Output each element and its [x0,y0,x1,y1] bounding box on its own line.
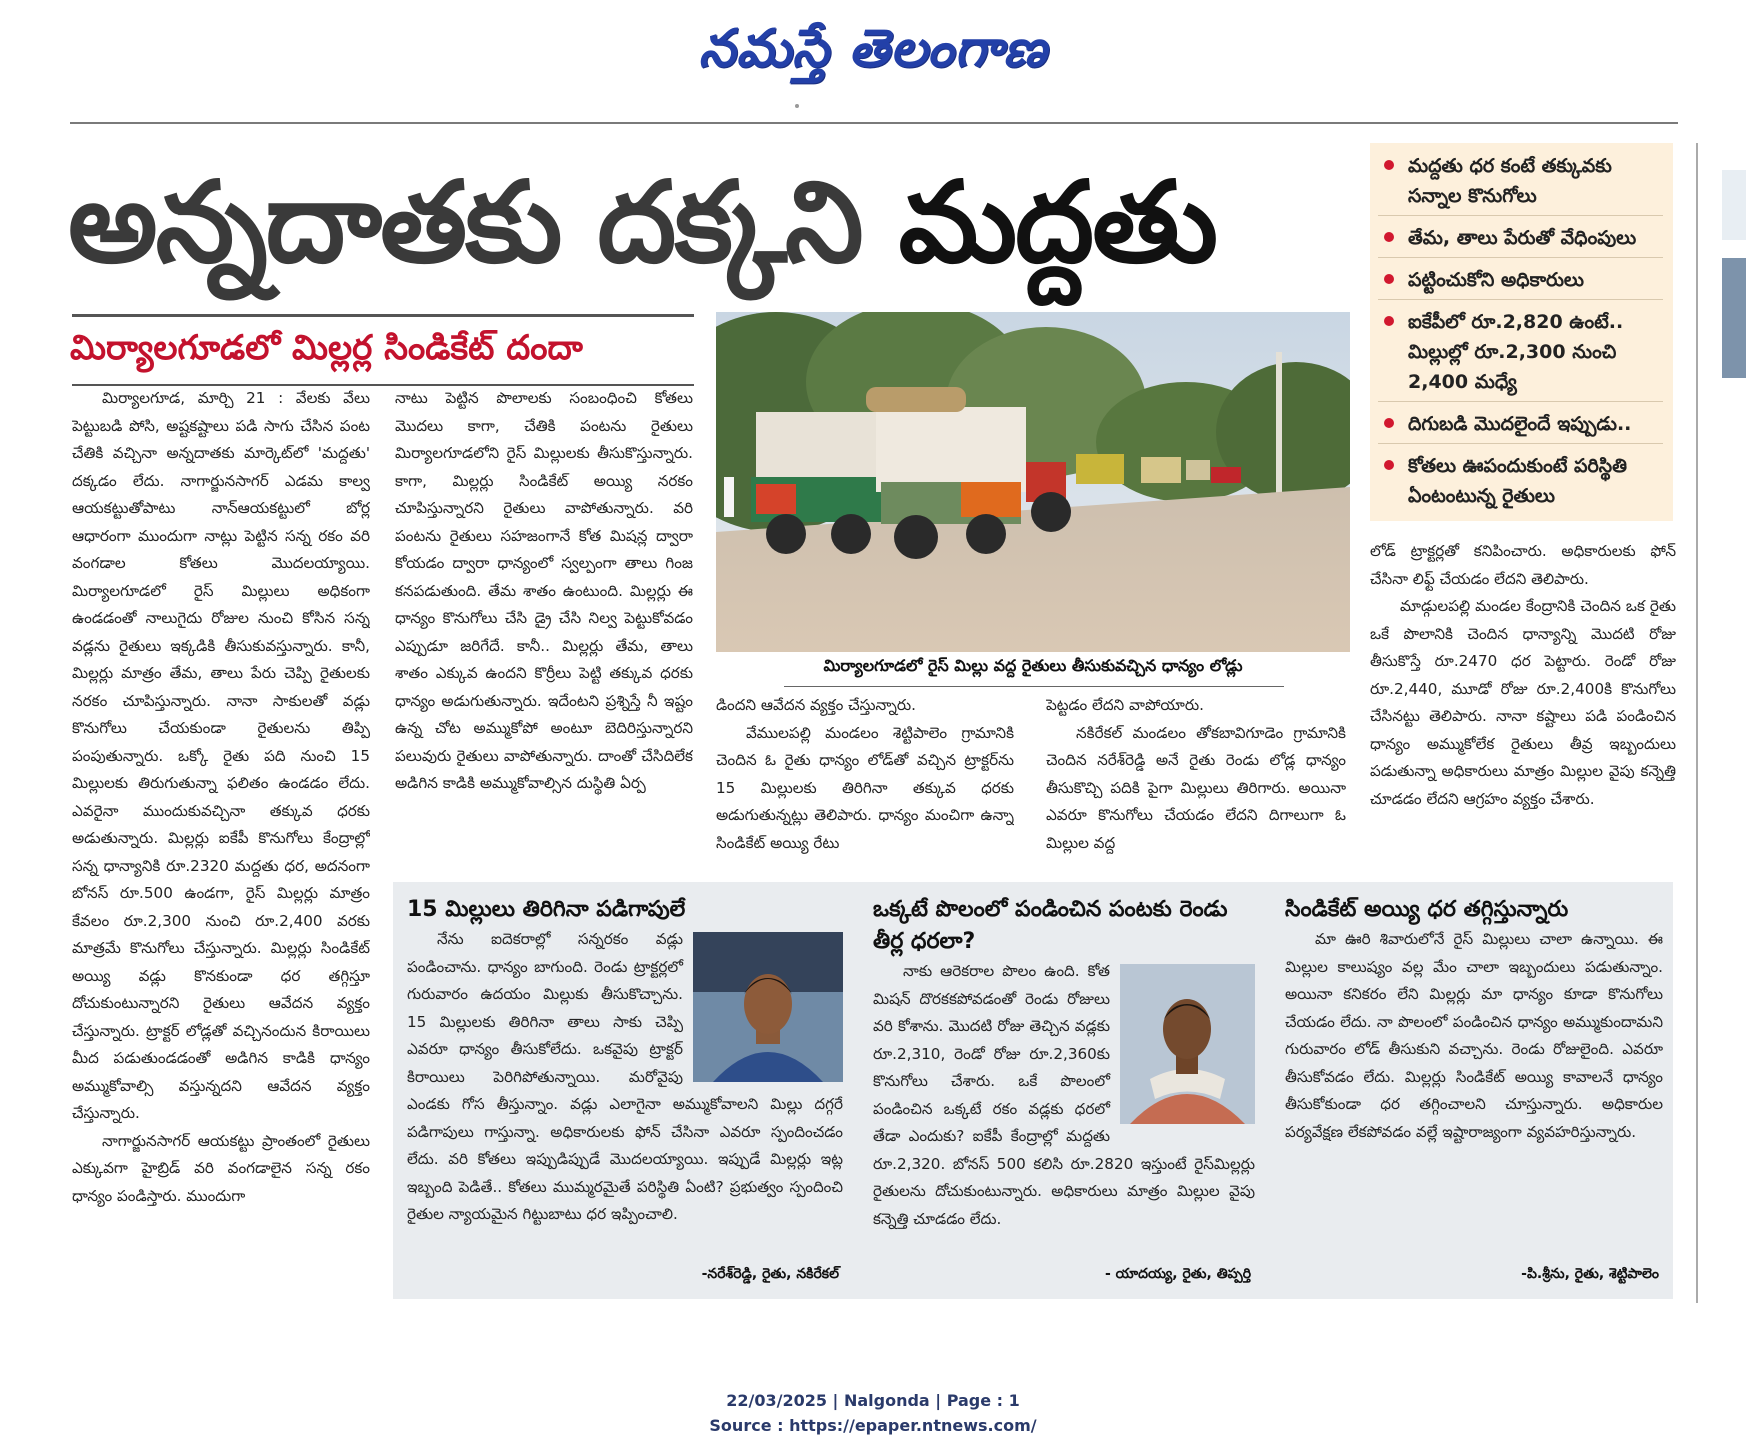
interview-body [859,958,1265,1233]
interview-title: 15 మిల్లులు తిరిగినా పడిగాపులే [407,897,686,922]
highlight-item [1378,265,1663,300]
highlight-text: దిగుబడి మొదలైందే ఇప్పుడు.. [1408,413,1632,435]
highlights-box [1370,143,1673,521]
bullet-icon [1384,460,1394,470]
divider-dot [795,104,799,108]
masthead [0,0,1746,100]
highlight-text: ఐకేపీలో రూ.2,820 ఉంటే.. మిల్లుల్లో రూ.2,300 నుంచి 2,400 మధ్యే [1408,311,1624,393]
farmer-interviews-strip [393,882,1673,1299]
highlight-text: తేమ, తాలు పేరుతో వేధింపులు [1408,227,1637,249]
highlights-list [1370,143,1673,515]
bullet-icon [1384,418,1394,428]
bullet-icon [1384,232,1394,242]
interview-title: సిండికేట్ అయ్యి ధర తగ్గిస్తున్నారు [1285,897,1569,922]
newspaper-logo: నమస్తే తెలంగాణ [698,18,1048,79]
caption-divider [784,686,1284,687]
paragraph: నాగార్జునసాగర్ ఆయకట్టు ప్రాంతంలో రైతులు ఎక్కువగా హైబ్రిడ్ వరి వంగడాలైన సన్న రకం ధాన్యం పండిస్తారు. ముందుగా [72,1131,370,1205]
article-column-1 [72,385,370,1285]
portrait-illustration [1120,964,1255,1124]
interview-text: నాకు ఆరెకరాల పొలం ఉంది. కోత మిషన్ దొరకకపోవడంతో రెండు రోజులు వరి కోశాను. మొదటి రోజు తెచ్చిన వడ్లకు రూ.2,310, రెండో రోజు రూ.2,360కు కొనుగోలు చేశారు. ఒకే పొలంలో పండించిన ఒక్కటే రకం వడ్లకు ధరలో తేడా ఎందుకు? ఐకేపీ కేంద్రాల్లో మద్దతు రూ.2,320. బోనస్ 500 కలిసి రూ.2820 ఇస్తుంటే రైస్‌మిల్లర్లు రైతులను దోచుకుంటున్నారు. అధికారులు మాత్రం మిల్లుల వైపు కన్నెత్తి చూడడం లేదు. [873,962,1255,1228]
paragraph: నాటు పెట్టిన పొలాలకు సంబంధించి కోతలు మొదలు కాగా, చేతికి పంటను రైతులు మిర్యాలగూడలోని రైస్ మిల్లులకు తీసుకొస్తున్నారు. కాగా, మిల్లర్లు సిండికేట్ అయ్యి నరకం చూపిస్తున్నారని రైతులు వాపోతున్నారు. వరి పంటను రైతులు సహజంగానే కోత మిషన్ల ద్వారా కోయడం ద్వారా ధాన్యంలో స్వల్పంగా తాలు గింజ కనపడుతుంది. తేమ శాతం ఉంటుంది. మిల్లర్లు ఈ ధాన్యం కొనుగోలు చేసి డ్రై చేసి నిల్వ పెట్టుకోవడం ఎప్పుడూ జరిగేదే. కానీ.. మిల్లర్లు తేమ, తాలు శాతం ఎక్కువ ఉందని కొర్రీలు పెట్టి తక్కువ ధరకు ధాన్యం అడుగుతున్నారు. ఇదేంటని ప్రశ్నిస్తే నీ ఇష్టం ఉన్న చోట అమ్ముకోపో అంటూ బెదిరిస్తున్నారని పలువురు రైతులు వాపోతున్నారు. దాంతో చేసిదిలేక అడిగిన కాడికి అమ్ముకోవాల్సిన దుస్థితి ఏర్ప [395,389,693,792]
highlight-text: మద్దతు ధర కంటే తక్కువకు సన్నాల కొనుగోలు [1408,155,1612,207]
interview-text: మా ఊరి శివారులోనే రైస్ మిల్లులు చాలా ఉన్నాయి. ఈ మిల్లుల కాలుష్యం వల్ల మేం చాలా ఇబ్బందులు పడుతున్నాం. అయినా కనికరం లేని మిల్లర్లు మా ధాన్యం కూడా కొనుగోలు చేయడం లేదు. నా పొలంలో పండించిన ధాన్యం అమ్ముకుందామని గురువారం లోడ్ తీసుకుని వచ్చాను. రెండు రోజులైంది. ఎవరూ తీసుకోవడం లేదు. మిల్లర్లు సిండికేట్ అయ్యి కావాలనే ధాన్యం తీసుకోకుండా ధర తగ్గించాలని చూస్తున్నారు. అధికారుల పర్యవేక్షణ లేకపోవడం వల్లే ఇష్టారాజ్యంగా వ్యవహరిస్తున్నారు. [1285,930,1663,1141]
paragraph: మాడ్గులపల్లి మండల కేంద్రానికి చెందిన ఒక రైతు ఒకే పొలానికి చెందిన ధాన్యాన్ని మొదటి రోజు తీసుకొస్తే రూ.2470 ధర పెట్టారు. రెండో రోజు రూ.2,440, మూడో రోజు రూ.2,400కి కొనుగోలు చేసినట్టు తెలిపారు. నానా కష్టాలు పడి పండించిన ధాన్యం అమ్ముకోలేక రైతులు తీవ్ర ఇబ్బందులు పడుతున్నా అధికారులు మాత్రం మిల్లుల వైపు కన్నెత్తి చూడడం లేదని ఆగ్రహం వ్యక్తం చేశారు. [1370,597,1676,808]
footer-source: Source : https://epaper.ntnews.com/ [709,1416,1037,1435]
cropped-photo-fragment [1722,258,1746,378]
paragraph: వేములపల్లి మండలం శెట్టిపాలెం గ్రామానికి చెందిన ఓ రైతు ధాన్యం లోడ్‌తో వచ్చిన ట్రాక్టర్‌ను 15 మిల్లులకు తిరిగినా తక్కువ ధరకు అడుగుతున్నట్లు తెలిపారు. ధాన్యం మంచిగా ఉన్నా సిండికేట్ అయ్యి రేటు [716,723,1014,852]
interview-title: ఒక్కటే పొలంలో పండించిన పంటకు రెండు తీర్ల ధరలా? [873,897,1228,954]
highlight-item [1378,451,1663,515]
headline [68,148,1358,308]
photo-caption: మిర్యాలగూడలో రైస్ మిల్లు వద్ద రైతులు తీసుకువచ్చిన ధాన్యం లోడ్లు [823,656,1243,675]
footer-date-edition: 22/03/2025 | Nalgonda | Page : 1 [726,1391,1020,1410]
farmer-portrait-2 [1120,964,1255,1124]
farmer-portrait-1 [693,932,843,1082]
interview-card-2 [859,882,1265,1299]
article-column-2 [395,385,693,865]
paragraph: లోడ్ ట్రాక్టర్లతో కనిపించారు. అధికారులకు ఫోన్ చేసినా లిఫ్ట్ చేయడం లేదని తెలిపారు. [1370,542,1676,588]
highlight-text: పట్టించుకోని అధికారులు [1408,269,1584,291]
highlight-item [1378,151,1663,216]
interview-body [393,926,853,1229]
paragraph: డిందని ఆవేదన వ్యక్తం చేస్తున్నారు. [716,696,916,714]
cropped-photo-fragment [1722,170,1746,240]
highlight-item [1378,409,1663,444]
headline-divider [72,314,694,317]
paragraph: పెట్టడం లేదని వాపోయారు. [1046,696,1204,714]
right-column-divider [1696,143,1698,1303]
headline-part1: అన్నదాతకు దక్కని [68,158,899,288]
paragraph: మిర్యాలగూడ, మార్చి 21 : వేలకు వేలు పెట్టుబడి పోసి, అష్టకష్టాలు పడి సాగు చేసిన పంట చేతికి వచ్చినా అన్నదాతకు మార్కెట్‌లో 'మద్దతు' దక్కడం లేదు. నాగార్జునసాగర్ ఎడమ కాల్వ ఆయకట్టుతోపాటు నాన్‌ఆయకట్టులో బోర్ల ఆధారంగా ముందుగా నాట్లు పెట్టిన సన్న రకం వరి వంగడాల కోతలు మొదలయ్యాయి. మిర్యాలగూడలో రైస్ మిల్లులు అధికంగా ఉండడంతో నాలుగైదు రోజుల నుంచి కోసిన సన్న వడ్లను రైతులు ఇక్కడికి తీసుకువస్తున్నారు. కానీ, మిల్లర్లు మాత్రం తేమ, తాలు పేరు చెప్పి రైతులకు నరకం చూపిస్తున్నారు. నానా సాకులతో వడ్లు కొనుగోలు చేయకుండా రైతులను తిప్పి పంపుతున్నారు. ఒక్కో రైతు పది నుంచి 15 మిల్లులకు తిరుగుతున్నా ఫలితం ఉండడం లేదు. ఎవరైనా ముందుకువచ్చినా తక్కువ ధరకు అడుతున్నారు. మిల్లర్లు ఐకేపీ కొనుగోలు కేంద్రాల్లో సన్న ధాన్యానికి రూ.2320 మద్దతు ధర, అదనంగా బోనస్ రూ.500 ఉండగా, రైస్ మిల్లర్లు మాత్రం కేవలం రూ.2,300 నుంచి రూ.2,400 వరకు మాత్రమే కొనుగోలు చేస్తున్నారు. మిల్లర్లు సిండికేట్ అయ్యి వడ్లు కొనకుండా ధర తగ్గిస్తూ దోచుకుంటున్నారని రైతులు ఆవేదన వ్యక్తం చేస్తున్నారు. ట్రాక్టర్ లోడ్లతో వచ్చినందున కిరాయిలు మీద పడుతుండడంతో అడిగిన కాడికి ధాన్యం అమ్ముకోవాల్సి వస్తున్నదని ఆవేదన వ్యక్తం చేస్తున్నారు. [72,389,370,1122]
news-photo-trucks [716,312,1350,652]
highlight-item [1378,223,1663,258]
interview-card-1 [393,882,853,1299]
interview-signature: - యాదయ్య, రైతు, తిప్పర్తి [1104,1266,1251,1282]
highlight-text: కోతలు ఊపందుకుంటే పరిస్థితి ఏంటంటున్న రైతులు [1408,455,1627,507]
portrait-illustration [693,932,843,1082]
highlight-item [1378,307,1663,402]
top-divider [70,122,1678,124]
article-column-5 [1370,538,1676,868]
subheadline: మిర్యాలగూడలో మిల్లర్ల సిండికేట్ దందా [70,328,583,368]
headline-part2: మద్దతు [898,158,1217,288]
article-column-4 [1046,692,1346,867]
bullet-icon [1384,316,1394,326]
article-column-3 [716,692,1014,867]
bullet-icon [1384,160,1394,170]
interview-card-3 [1271,882,1673,1299]
interview-signature: -నరేశ్‌రెడ్డి, రైతు, నకిరేకల్ [701,1266,839,1282]
bullet-icon [1384,274,1394,284]
interview-text: నేను ఐదెకరాల్లో సన్నరకం వడ్లు పండించాను. ధాన్యం బాగుంది. రెండు ట్రాక్టర్లలో గురువారం ఉదయం మిల్లుకు తీసుకొచ్చాను. 15 మిల్లులకు తిరిగినా తాలు సాకు చెప్పి ఎవరూ ధాన్యం తీసుకోలేదు. ఒకవైపు ట్రాక్టర్ కిరాయిలు పెరిగిపోతున్నాయి. మరోవైపు ఎండకు గోస తీస్తున్నాం. వడ్లు ఎలాగైనా అమ్ముకోవాలని మిల్లు దగ్గరే పడిగాపులు గాస్తున్నా. అధికారులకు ఫోన్ చేసినా ఎవరూ స్పందించడం లేదు. వరి కోతలు ఇప్పుడిప్పుడే మొదలయ్యాయి. ఇప్పుడే మిల్లర్లు ఇట్ల ఇబ్బంది పెడితే.. కోతలు ముమ్మరమైతే పరిస్థితి ఏంటి? ప్రభుత్వం స్పందించి రైతుల న్యాయమైన గిట్టుబాటు ధర ఇప్పించాలి. [407,930,843,1223]
paragraph: నకిరేకల్ మండలం తోకబావిగూడెం గ్రామానికి చెందిన నరేశ్‌రెడ్డి అనే రైతు రెండు లోడ్ల ధాన్యం తీసుకొచ్చి పదికి పైగా మిల్లులు తిరిగారు. అయినా ఎవరూ కొనుగోలు చేయడం లేదని దిగాలుగా ఓ మిల్లుల వద్ద [1046,723,1346,852]
trucks-illustration [716,312,1350,652]
interview-body [1271,926,1673,1146]
page-footer [0,1388,1746,1438]
interview-signature: -పి.శ్రీను, రైతు, శెట్టిపాలెం [1521,1266,1659,1282]
